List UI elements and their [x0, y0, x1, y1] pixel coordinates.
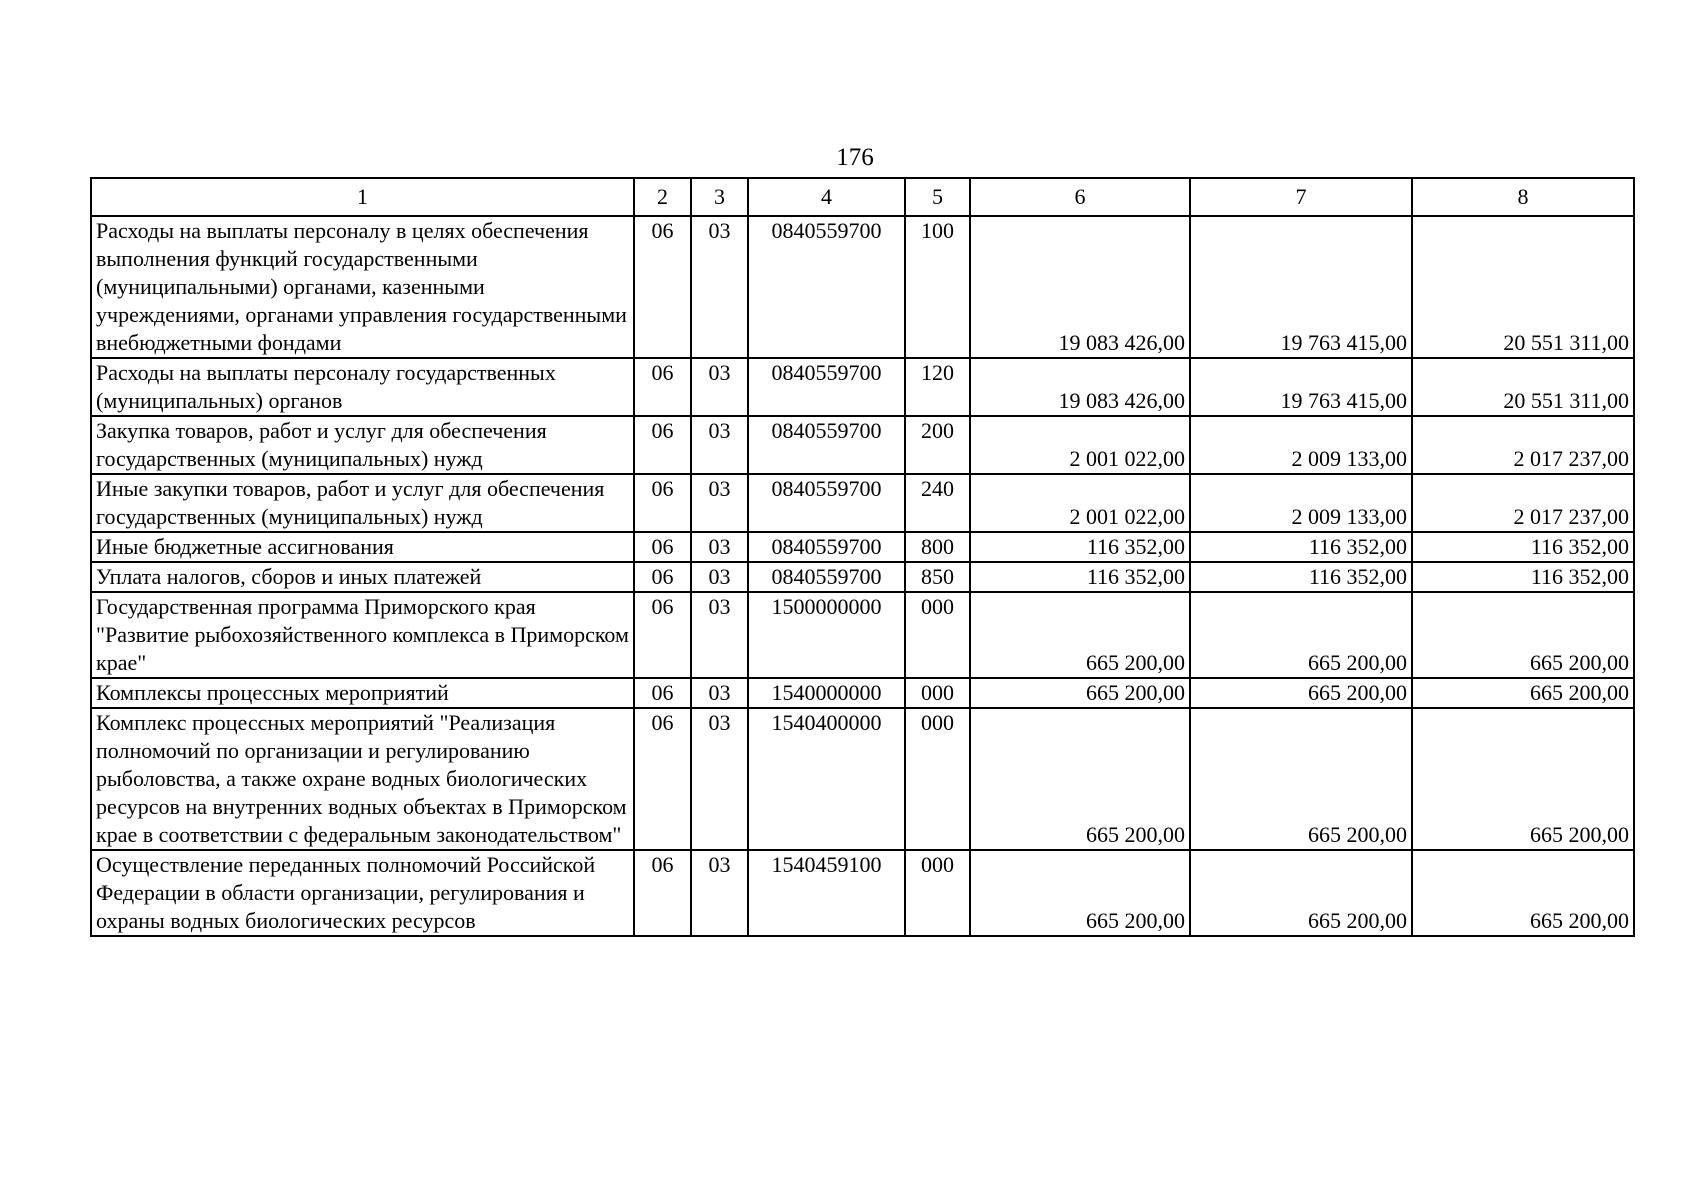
- table-row: [91, 678, 1634, 708]
- table-row: [91, 562, 1634, 592]
- table-row: [91, 358, 1634, 416]
- row-amount-col8: 665 200,00: [1412, 708, 1634, 850]
- row-section: 06: [634, 708, 691, 850]
- row-name: Закупка товаров, работ и услуг для обеспечения государственных (муниципальных) нужд: [91, 416, 634, 474]
- row-amount-col7: 2 009 133,00: [1190, 474, 1412, 532]
- row-expense-type: 000: [905, 850, 970, 936]
- row-amount-col7: 19 763 415,00: [1190, 358, 1412, 416]
- row-amount-col8: 665 200,00: [1412, 850, 1634, 936]
- row-amount-col8: 2 017 237,00: [1412, 416, 1634, 474]
- row-subsection: 03: [691, 358, 748, 416]
- row-amount-col8: 116 352,00: [1412, 532, 1634, 562]
- row-amount-col6: 665 200,00: [970, 708, 1190, 850]
- column-header: 7: [1190, 178, 1412, 216]
- row-target-code: 0840559700: [748, 474, 905, 532]
- row-expense-type: 000: [905, 708, 970, 850]
- row-name: Осуществление переданных полномочий Российской Федерации в области организации, регулирования и охраны водных биологических ресурсов: [91, 850, 634, 936]
- row-target-code: 0840559700: [748, 358, 905, 416]
- row-target-code: 0840559700: [748, 562, 905, 592]
- row-amount-col7: 665 200,00: [1190, 678, 1412, 708]
- row-subsection: 03: [691, 216, 748, 358]
- row-target-code: 0840559700: [748, 416, 905, 474]
- row-section: 06: [634, 850, 691, 936]
- row-amount-col7: 665 200,00: [1190, 850, 1412, 936]
- row-expense-type: 000: [905, 678, 970, 708]
- table-row: [91, 592, 1634, 678]
- table-header-row: [91, 178, 1634, 216]
- row-amount-col8: 20 551 311,00: [1412, 216, 1634, 358]
- row-expense-type: 000: [905, 592, 970, 678]
- row-amount-col8: 116 352,00: [1412, 562, 1634, 592]
- row-name: Расходы на выплаты персоналу в целях обеспечения выполнения функций государственными (муниципальными) органами, казенными учреждениями, органами управления государственными внебюджетными фондами: [91, 216, 634, 358]
- table-row: [91, 532, 1634, 562]
- table-row: [91, 474, 1634, 532]
- page-number: 176: [836, 144, 874, 171]
- row-subsection: 03: [691, 474, 748, 532]
- row-amount-col6: 116 352,00: [970, 562, 1190, 592]
- row-section: 06: [634, 416, 691, 474]
- row-expense-type: 120: [905, 358, 970, 416]
- row-amount-col6: 116 352,00: [970, 532, 1190, 562]
- column-header: 8: [1412, 178, 1634, 216]
- column-header: 5: [905, 178, 970, 216]
- row-amount-col8: 665 200,00: [1412, 678, 1634, 708]
- budget-table: [90, 177, 1635, 937]
- row-subsection: 03: [691, 592, 748, 678]
- row-subsection: 03: [691, 416, 748, 474]
- table-row: [91, 850, 1634, 936]
- column-header: 1: [91, 178, 634, 216]
- row-amount-col6: 665 200,00: [970, 850, 1190, 936]
- column-header: 4: [748, 178, 905, 216]
- row-amount-col6: 2 001 022,00: [970, 474, 1190, 532]
- row-amount-col7: 19 763 415,00: [1190, 216, 1412, 358]
- row-expense-type: 240: [905, 474, 970, 532]
- row-subsection: 03: [691, 850, 748, 936]
- row-section: 06: [634, 358, 691, 416]
- row-target-code: 0840559700: [748, 216, 905, 358]
- table-row: [91, 216, 1634, 358]
- row-amount-col6: 2 001 022,00: [970, 416, 1190, 474]
- row-amount-col7: 665 200,00: [1190, 708, 1412, 850]
- row-section: 06: [634, 678, 691, 708]
- row-amount-col7: 116 352,00: [1190, 532, 1412, 562]
- row-expense-type: 800: [905, 532, 970, 562]
- row-expense-type: 850: [905, 562, 970, 592]
- row-amount-col7: 665 200,00: [1190, 592, 1412, 678]
- row-amount-col6: 665 200,00: [970, 592, 1190, 678]
- row-amount-col6: 19 083 426,00: [970, 358, 1190, 416]
- row-subsection: 03: [691, 532, 748, 562]
- row-target-code: 1540459100: [748, 850, 905, 936]
- row-target-code: 1540400000: [748, 708, 905, 850]
- row-target-code: 1540000000: [748, 678, 905, 708]
- row-name: Иные бюджетные ассигнования: [91, 532, 634, 562]
- row-section: 06: [634, 562, 691, 592]
- row-subsection: 03: [691, 678, 748, 708]
- row-amount-col8: 665 200,00: [1412, 592, 1634, 678]
- row-name: Комплекс процессных мероприятий "Реализация полномочий по организации и регулированию рыболовства, а также охране водных биологических ресурсов на внутренних водных объектах в Приморском крае в соответствии с федеральным законодательством": [91, 708, 634, 850]
- row-name: Расходы на выплаты персоналу государственных (муниципальных) органов: [91, 358, 634, 416]
- row-amount-col6: 19 083 426,00: [970, 216, 1190, 358]
- row-name: Уплата налогов, сборов и иных платежей: [91, 562, 634, 592]
- column-header: 6: [970, 178, 1190, 216]
- row-section: 06: [634, 592, 691, 678]
- row-name: Государственная программа Приморского края "Развитие рыбохозяйственного комплекса в Приморском крае": [91, 592, 634, 678]
- row-subsection: 03: [691, 562, 748, 592]
- column-header: 2: [634, 178, 691, 216]
- row-section: 06: [634, 216, 691, 358]
- row-amount-col6: 665 200,00: [970, 678, 1190, 708]
- row-section: 06: [634, 474, 691, 532]
- column-header: 3: [691, 178, 748, 216]
- row-subsection: 03: [691, 708, 748, 850]
- row-expense-type: 200: [905, 416, 970, 474]
- row-amount-col7: 116 352,00: [1190, 562, 1412, 592]
- row-target-code: 0840559700: [748, 532, 905, 562]
- row-target-code: 1500000000: [748, 592, 905, 678]
- row-name: Иные закупки товаров, работ и услуг для обеспечения государственных (муниципальных) нужд: [91, 474, 634, 532]
- table-row: [91, 416, 1634, 474]
- row-expense-type: 100: [905, 216, 970, 358]
- row-name: Комплексы процессных мероприятий: [91, 678, 634, 708]
- row-amount-col8: 2 017 237,00: [1412, 474, 1634, 532]
- row-amount-col7: 2 009 133,00: [1190, 416, 1412, 474]
- row-amount-col8: 20 551 311,00: [1412, 358, 1634, 416]
- table-row: [91, 708, 1634, 850]
- row-section: 06: [634, 532, 691, 562]
